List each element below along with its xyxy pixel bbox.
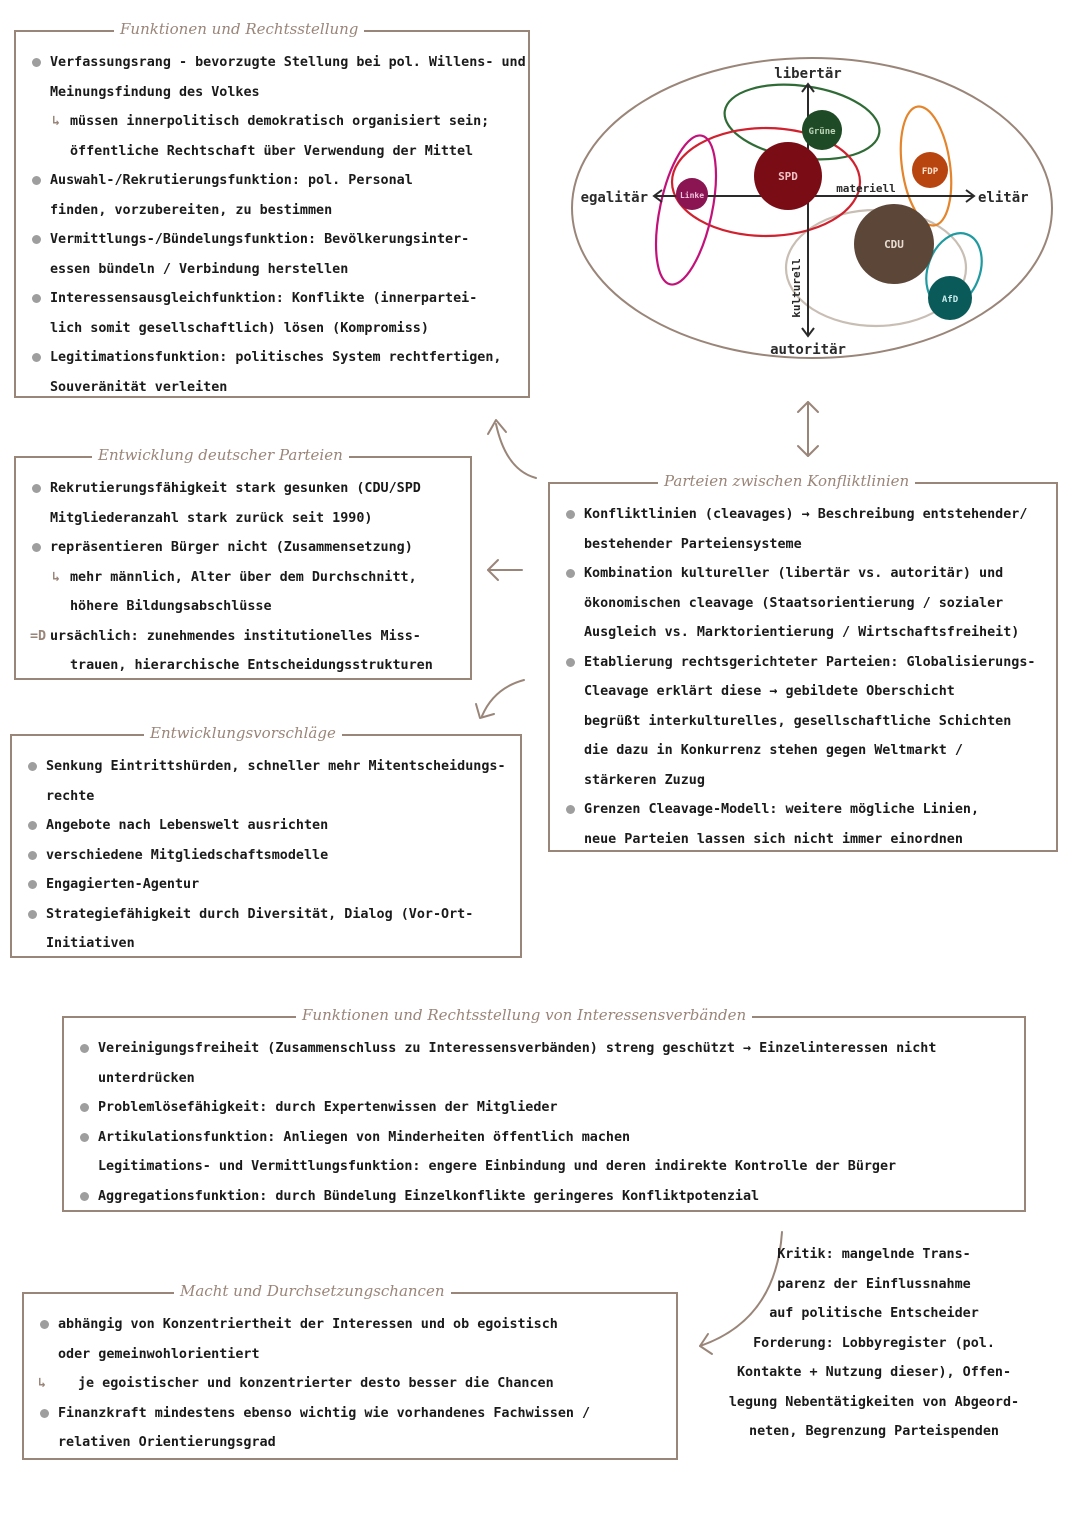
label-afd: AfD bbox=[941, 295, 959, 305]
critique-line: neten, Begrenzung Parteispenden bbox=[749, 1424, 999, 1439]
list-item: relativen Orientierungsgrad bbox=[58, 1435, 276, 1450]
list-item: Engagierten-Agentur bbox=[26, 870, 510, 900]
list-item: Artikulationsfunktion: Anliegen von Minderheiten öffentlich machen bbox=[78, 1123, 1014, 1153]
box-party-development bbox=[14, 446, 472, 680]
box-cleavages bbox=[548, 472, 1058, 852]
list-item: Kombination kultureller (libertär vs. autoritär) und bbox=[564, 559, 1046, 589]
arrow-to-functions bbox=[496, 424, 536, 478]
label-materiell: materiell bbox=[836, 182, 896, 195]
arrow-head bbox=[476, 704, 494, 718]
arrow-icon: ↳ bbox=[52, 569, 61, 585]
list-item: Ausgleich vs. Marktorientierung / Wirtschaftsfreiheit) bbox=[584, 625, 1020, 640]
list-item: je egoistischer und konzentrierter desto besser die Chancen bbox=[78, 1376, 554, 1391]
list-item: Legitimationsfunktion: politisches System rechtfertigen, bbox=[30, 343, 518, 373]
list-item: Souveränität verleiten bbox=[50, 379, 228, 395]
list-item: trauen, hierarchische Entscheidungsstrukturen bbox=[70, 658, 433, 673]
box-title: Parteien zwischen Konfliktlinien bbox=[658, 472, 915, 490]
label-gruene: Grüne bbox=[808, 127, 836, 137]
list-item: Konfliktlinien (cleavages) → Beschreibung entstehender/ bbox=[564, 500, 1046, 530]
list-item: mehr männlich, Alter über dem Durchschnitt, bbox=[70, 569, 417, 585]
list-item: abhängig von Konzentriertheit der Interessen und ob egoistisch bbox=[38, 1310, 666, 1340]
arrow-head bbox=[488, 560, 498, 580]
list-item: Grenzen Cleavage-Modell: weitere mögliche Linien, bbox=[564, 795, 1046, 825]
label-cdu: CDU bbox=[884, 238, 904, 251]
arrow-icon: ↳ bbox=[52, 114, 61, 129]
list-item: öffentliche Rechtschaft über Verwendung der Mittel bbox=[70, 143, 474, 159]
list-item: repräsentieren Bürger nicht (Zusammensetzung) bbox=[30, 533, 460, 563]
list-item: oder gemeinwohlorientiert bbox=[58, 1346, 260, 1362]
box-title: Funktionen und Rechtsstellung von Interessensverbänden bbox=[296, 1006, 752, 1024]
list-item: Vereinigungsfreiheit (Zusammenschluss zu Interessensverbänden) streng geschützt → Einzelinteressen nicht bbox=[78, 1034, 1014, 1064]
list-item: Legitimations- und Vermittlungsfunktion: engere Einbindung und deren indirekte Kontrolle der Bürger bbox=[98, 1159, 897, 1174]
label-elitaer: elitär bbox=[978, 190, 1029, 206]
list-item: finden, vorzubereiten, zu bestimmen bbox=[50, 202, 333, 218]
critique-line: legung Nebentätigkeiten von Abgeord- bbox=[728, 1394, 1020, 1410]
arrow-head bbox=[798, 402, 818, 412]
arrow-to-proposals bbox=[482, 680, 524, 716]
list-item: Problemlösefähigkeit: durch Expertenwissen der Mitglieder bbox=[78, 1093, 1014, 1123]
box-interest-groups bbox=[62, 1006, 1026, 1212]
list-item: Interessensausgleichfunktion: Konflikte (innerpartei- bbox=[30, 284, 518, 314]
list-item: begrüßt interkulturelles, gesellschaftliche Schichten bbox=[584, 713, 1012, 729]
list-item: unterdrücken bbox=[98, 1070, 195, 1086]
list-item: Auswahl-/Rekrutierungsfunktion: pol. Personal bbox=[30, 166, 518, 196]
list-item: Meinungsfindung des Volkes bbox=[50, 84, 260, 100]
list-item: die dazu in Konkurrenz stehen gegen Weltmarkt / bbox=[584, 743, 963, 758]
list-item: Verfassungsrang - bevorzugte Stellung bei pol. Willens- und bbox=[30, 48, 518, 78]
label-egalitaer: egalitär bbox=[580, 190, 648, 206]
list-item: Etablierung rechtsgerichteter Parteien: Globalisierungs- bbox=[564, 648, 1046, 678]
list-item: stärkeren Zuzug bbox=[584, 772, 705, 788]
list-item: Cleavage erklärt diese → gebildete Oberschicht bbox=[584, 684, 955, 699]
list-item: ursächlich: zunehmendes institutionelles Miss- bbox=[50, 628, 421, 644]
label-spd: SPD bbox=[778, 170, 798, 183]
label-autoritaer: autoritär bbox=[770, 342, 846, 358]
label-linke: Linke bbox=[679, 191, 705, 200]
list-item: Finanzkraft mindestens ebenso wichtig wie vorhandenes Fachwissen / bbox=[38, 1399, 666, 1429]
list-item: Mitgliederanzahl stark zurück seit 1990) bbox=[50, 510, 373, 526]
critique-note bbox=[694, 1240, 1054, 1447]
critique-line: Kritik: mangelnde Trans- bbox=[777, 1247, 971, 1262]
list-item: verschiedene Mitgliedschaftsmodelle bbox=[26, 841, 510, 871]
box-power-chances bbox=[22, 1282, 678, 1460]
list-item: essen bündeln / Verbindung herstellen bbox=[50, 261, 349, 277]
critique-line: Forderung: Lobbyregister (pol. bbox=[753, 1335, 995, 1351]
arrow-icon: ↳ bbox=[38, 1376, 47, 1391]
arrow-head bbox=[488, 420, 506, 434]
list-item: ökonomischen cleavage (Staatsorientierung / sozialer bbox=[584, 595, 1004, 611]
box-title: Funktionen und Rechtsstellung bbox=[114, 20, 364, 38]
critique-line: parenz der Einflussnahme bbox=[777, 1276, 971, 1292]
list-item: bestehender Parteiensysteme bbox=[584, 536, 802, 552]
list-item: neue Parteien lassen sich nicht immer einordnen bbox=[584, 831, 963, 847]
box-title: Entwicklungsvorschläge bbox=[144, 724, 342, 742]
critique-line: auf politische Entscheider bbox=[769, 1306, 979, 1321]
list-item: Angebote nach Lebenswelt ausrichten bbox=[26, 811, 510, 841]
label-libertaer: libertär bbox=[774, 66, 842, 82]
box-title: Macht und Durchsetzungschancen bbox=[174, 1282, 451, 1300]
diagram-outline bbox=[572, 58, 1052, 358]
list-item: Senkung Eintrittshürden, schneller mehr Mitentscheidungs- bbox=[26, 752, 510, 782]
list-item: Vermittlungs-/Bündelungsfunktion: Bevölkerungsinter- bbox=[30, 225, 518, 255]
list-item: müssen innerpolitisch demokratisch organisiert sein; bbox=[70, 114, 490, 129]
label-fdp: FDP bbox=[921, 167, 939, 177]
list-item: Strategiefähigkeit durch Diversität, Dialog (Vor-Ort- bbox=[26, 900, 510, 930]
list-item: höhere Bildungsabschlüsse bbox=[70, 599, 272, 614]
box-title: Entwicklung deutscher Parteien bbox=[92, 446, 349, 464]
arrow-head bbox=[798, 446, 818, 456]
list-item: lich somit gesellschaftlich) lösen (Kompromiss) bbox=[50, 320, 429, 336]
cleavage-diagram bbox=[566, 48, 1066, 368]
list-item: Aggregationsfunktion: durch Bündelung Einzelkonflikte geringeres Konfliktpotenzial bbox=[78, 1182, 1014, 1212]
list-item: Initiativen bbox=[46, 936, 135, 951]
critique-line: Kontakte + Nutzung dieser), Offen- bbox=[736, 1365, 1012, 1380]
label-kulturell: kulturell bbox=[790, 258, 803, 318]
box-development-proposals bbox=[10, 724, 522, 958]
implies-icon: =D bbox=[30, 628, 47, 644]
list-item: rechte bbox=[46, 788, 95, 804]
list-item: Rekrutierungsfähigkeit stark gesunken (CDU/SPD bbox=[30, 474, 460, 504]
box-functions-legal-status bbox=[14, 20, 530, 398]
